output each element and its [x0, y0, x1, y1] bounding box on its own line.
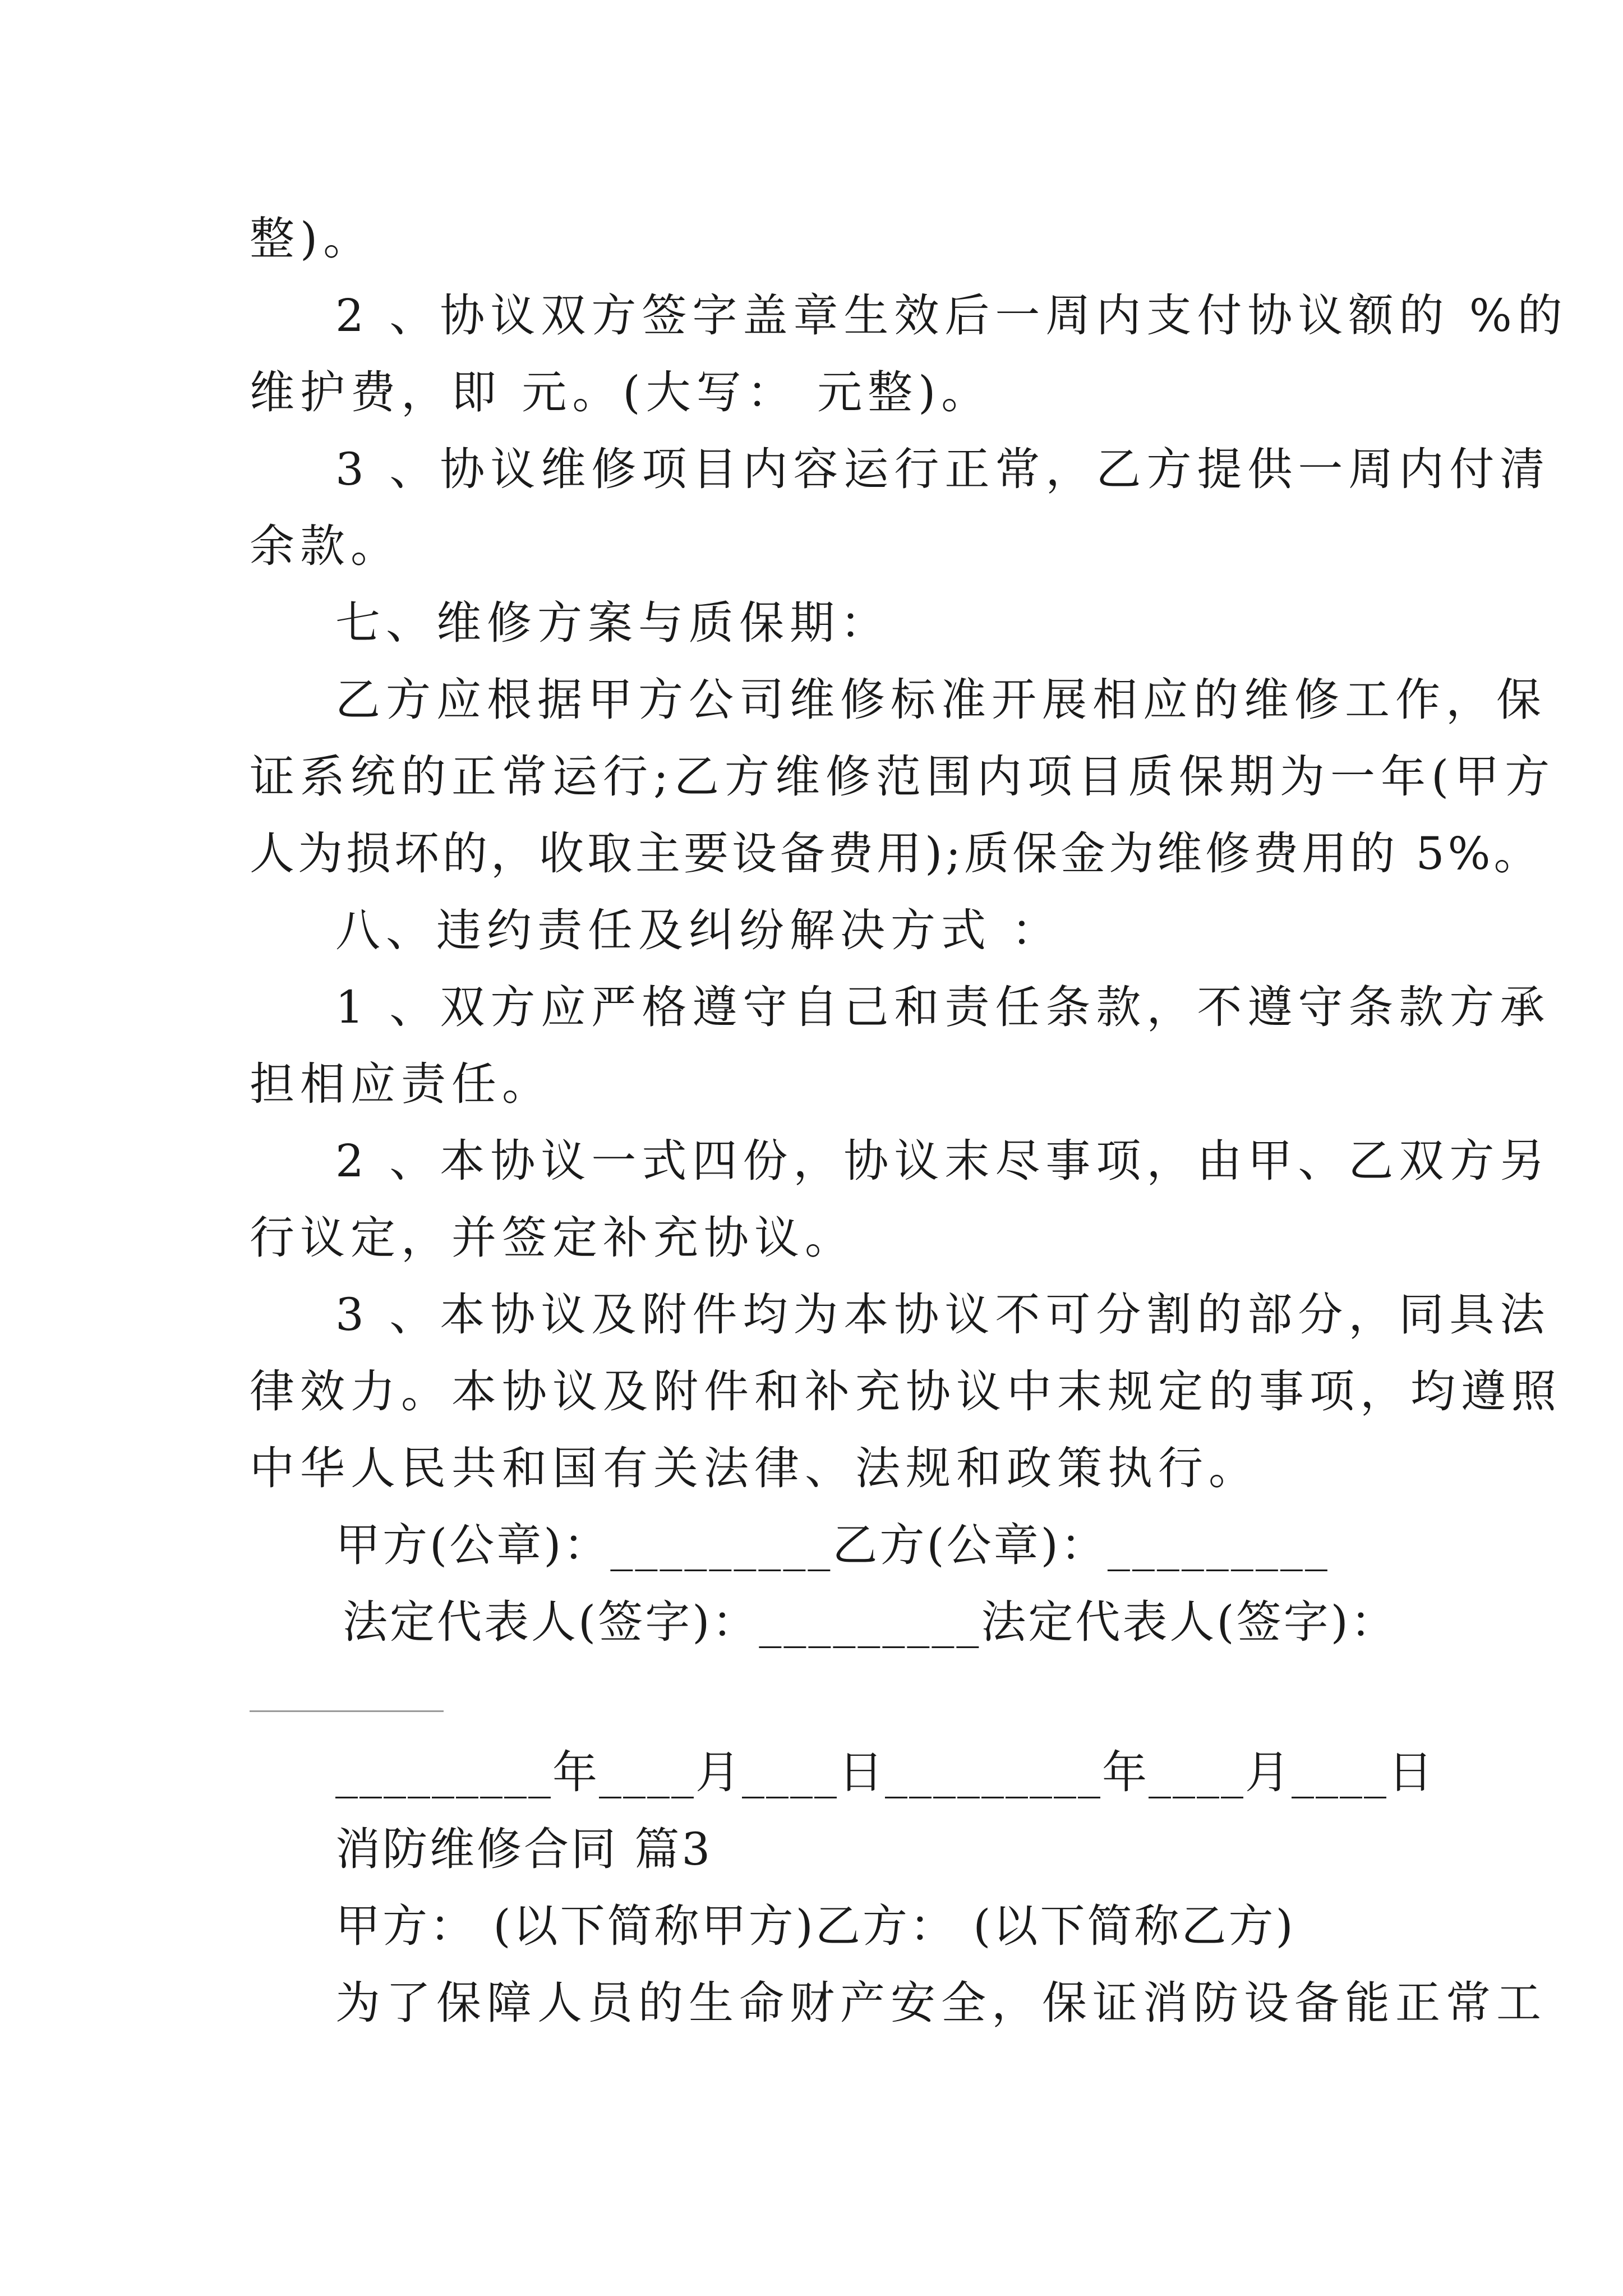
- paragraph-line: 担相应责任。: [250, 1058, 552, 1110]
- signature-line-party-seal: 甲方(公章)：_________乙方(公章)：_________: [335, 1519, 1330, 1571]
- date-line: _________年____月____日_________年____月____日: [335, 1746, 1435, 1798]
- section-heading: 八、违约责任及纠纷解决方式 ：: [335, 904, 1062, 956]
- paragraph-line: 中华人民共和国有关法律、法规和政策执行。: [250, 1442, 1259, 1494]
- paragraph-line: 3 、本协议及附件均为本协议不可分割的部分，同具法: [335, 1289, 1551, 1341]
- paragraph-line: 乙方应根据甲方公司维修标准开展相应的维修工作，保: [335, 674, 1547, 726]
- paragraph-line: 律效力。本协议及附件和补充协议中末规定的事项，均遵照: [250, 1365, 1562, 1418]
- paragraph-line: 余款。: [250, 520, 401, 572]
- signature-blank-rule: [250, 1710, 444, 1712]
- signature-line-legal-rep: 法定代表人(签字)：_________法定代表人(签字)：: [343, 1596, 1398, 1648]
- paragraph-line: 行议定，并签定补充协议。: [250, 1212, 855, 1264]
- paragraph-line: 维护费，即 元。(大写： 元整)。: [250, 366, 992, 418]
- section-heading: 七、维修方案与质保期：: [335, 597, 891, 649]
- paragraph-line: 甲方： (以下简称甲方)乙方： (以下简称乙方): [335, 1900, 1295, 1952]
- paragraph-line: 整)。: [250, 213, 374, 265]
- paragraph-line: 为了保障人员的生命财产安全，保证消防设备能正常工: [335, 1977, 1547, 2029]
- paragraph-line: 人为损坏的，收取主要设备费用);质保金为维修费用的 5%。: [250, 827, 1542, 880]
- paragraph-line: 2 、协议双方签字盖章生效后一周内支付协议额的 %的: [335, 289, 1568, 342]
- paragraph-line: 证系统的正常运行;乙方维修范围内项目质保期为一年(甲方: [250, 751, 1556, 803]
- paragraph-line: 2 、本协议一式四份，协议末尽事项，由甲、乙双方另: [335, 1135, 1551, 1187]
- paragraph-line: 3 、协议维修项目内容运行正常，乙方提供一周内付清: [335, 443, 1551, 495]
- contract-section-title: 消防维修合同 篇3: [335, 1823, 713, 1875]
- paragraph-line: 1 、双方应严格遵守自己和责任条款，不遵守条款方承: [335, 981, 1551, 1033]
